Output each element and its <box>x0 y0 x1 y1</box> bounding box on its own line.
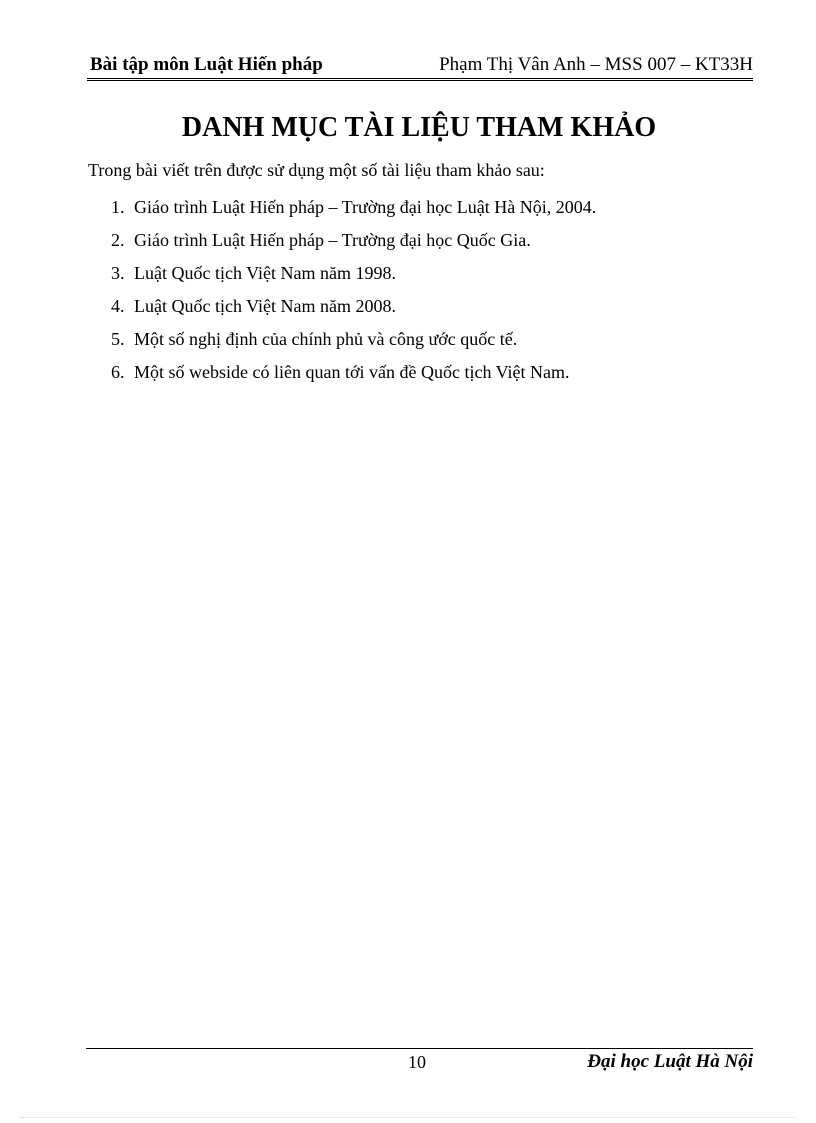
page-header <box>87 52 753 81</box>
reference-text: Luật Quốc tịch Việt Nam năm 2008. <box>134 296 397 316</box>
reference-item <box>111 262 596 295</box>
reference-item <box>111 196 596 229</box>
page-bottom-edge <box>20 1117 796 1118</box>
reference-text: Giáo trình Luật Hiến pháp – Trường đại học Quốc Gia. <box>134 230 531 250</box>
reference-text: Một số nghị định của chính phủ và công ước quốc tế. <box>134 329 518 349</box>
reference-text: Luật Quốc tịch Việt Nam năm 1998. <box>134 263 397 283</box>
reference-text: Một số webside có liên quan tới vấn đề Quốc tịch Việt Nam. <box>134 362 570 382</box>
reference-item <box>111 328 596 361</box>
page-number: 10 <box>408 1052 426 1072</box>
reference-number: 6. <box>111 362 125 382</box>
reference-text: Giáo trình Luật Hiến pháp – Trường đại học Luật Hà Nội, 2004. <box>134 197 597 217</box>
reference-item <box>111 229 596 262</box>
footer-divider <box>86 1048 753 1049</box>
reference-number: 1. <box>111 197 125 217</box>
page-title: DANH MỤC TÀI LIỆU THAM KHẢO <box>181 112 657 143</box>
footer-institution: Đại học Luật Hà Nội <box>587 1051 753 1072</box>
intro-text: Trong bài viết trên được sử dụng một số tài liệu tham khảo sau: <box>88 160 545 180</box>
header-author-info: Phạm Thị Vân Anh – MSS 007 – KT33H <box>439 54 753 75</box>
header-course-title: Bài tập môn Luật Hiến pháp <box>90 54 323 75</box>
reference-list <box>111 196 596 394</box>
reference-item <box>111 361 596 394</box>
reference-number: 5. <box>111 329 125 349</box>
reference-number: 3. <box>111 263 125 283</box>
reference-item <box>111 295 596 328</box>
reference-number: 4. <box>111 296 125 316</box>
reference-number: 2. <box>111 230 125 250</box>
